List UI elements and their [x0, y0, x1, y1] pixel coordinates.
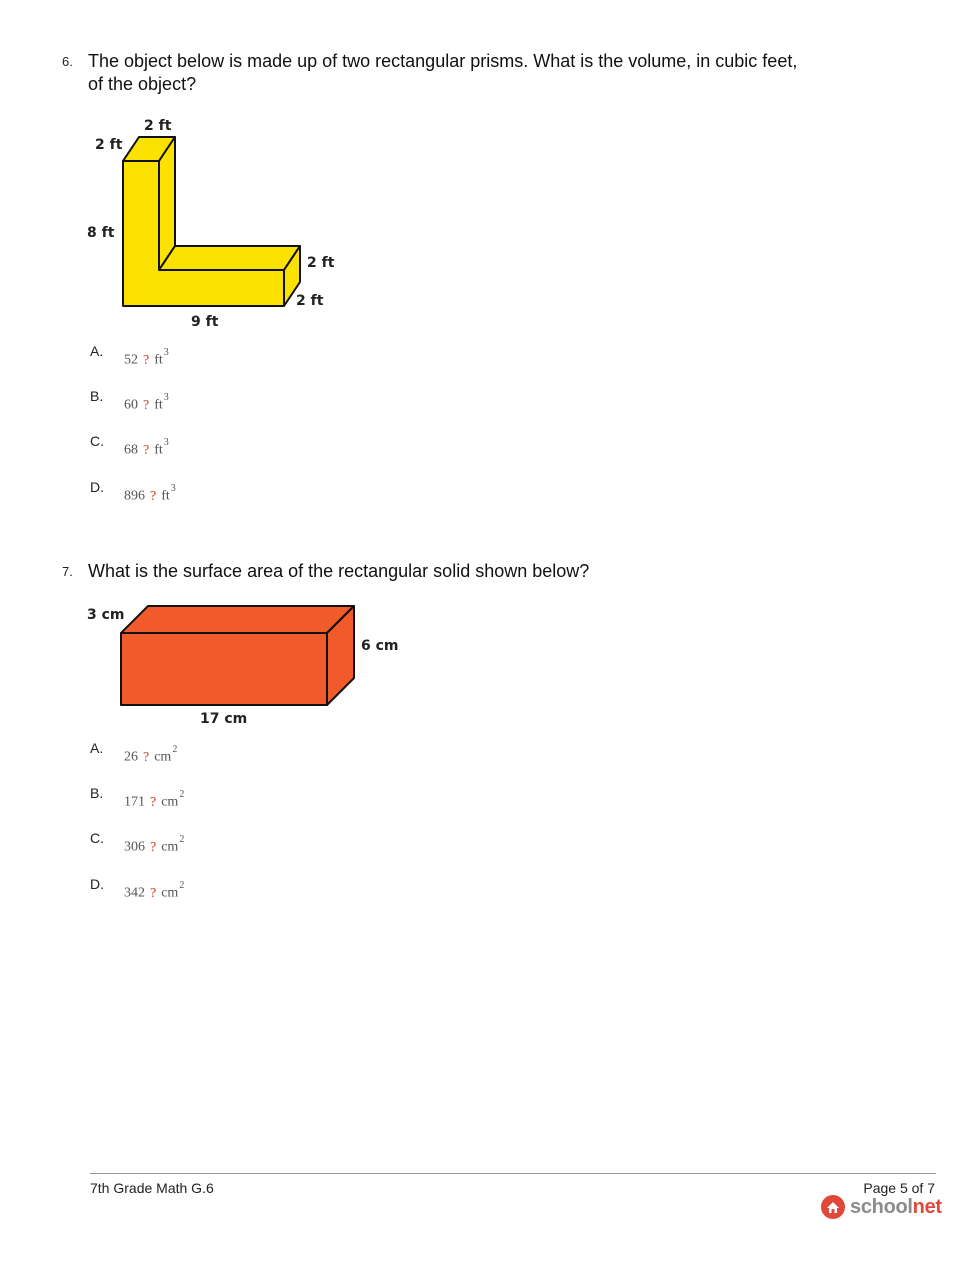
choice-number: 52 [124, 352, 138, 368]
choice-unit: ft [154, 442, 163, 458]
choice-d-value[interactable] [124, 880, 185, 902]
choice-number: 896 [124, 488, 145, 504]
choice-exponent: 2 [172, 744, 178, 755]
choice-c-value[interactable] [124, 834, 185, 856]
choice-missing-glyph: ? [143, 352, 150, 368]
schoolnet-logo [820, 1194, 942, 1220]
label-height: 6 cm [361, 638, 399, 654]
label-length: 17 cm [200, 711, 248, 727]
question-text-line: of the object? [88, 74, 197, 94]
label-right-height: 2 ft [307, 255, 335, 271]
choice-b-letter[interactable]: B. [90, 785, 104, 801]
choice-exponent: 3 [170, 483, 176, 494]
choice-exponent: 2 [179, 834, 185, 845]
solid-faces [121, 606, 354, 705]
choice-a-letter[interactable]: A. [90, 343, 104, 359]
schoolnet-wordmark [850, 1196, 942, 1219]
logo-school-text: school [850, 1195, 913, 1218]
choice-number: 306 [124, 839, 145, 855]
choice-unit: cm [161, 885, 179, 901]
choice-a-letter[interactable]: A. [90, 740, 104, 756]
choice-number: 26 [124, 749, 138, 765]
choice-missing-glyph: ? [143, 749, 150, 765]
question-number: 7. [62, 564, 73, 579]
schoolnet-house-icon [820, 1194, 846, 1220]
solid-top-face [121, 606, 354, 633]
solid-front-face [121, 633, 327, 705]
choice-c-letter[interactable]: C. [90, 830, 104, 846]
choice-exponent: 3 [163, 437, 169, 448]
choice-missing-glyph: ? [143, 442, 150, 458]
l-front-face [123, 161, 284, 306]
choice-number: 60 [124, 397, 138, 413]
choice-missing-glyph: ? [150, 839, 157, 855]
choice-missing-glyph: ? [150, 794, 157, 810]
l-shape-faces [123, 137, 300, 306]
choice-exponent: 3 [163, 347, 169, 358]
footer-divider [90, 1173, 936, 1174]
choice-c-letter[interactable]: C. [90, 433, 104, 449]
choice-exponent: 2 [179, 789, 185, 800]
footer-page-number: Page 5 of 7 [863, 1180, 935, 1196]
choice-exponent: 3 [163, 392, 169, 403]
l-shaped-prism-figure [80, 110, 350, 332]
choice-b-value[interactable] [124, 392, 169, 414]
choice-d-letter[interactable]: D. [90, 479, 104, 495]
choice-d-letter[interactable]: D. [90, 876, 104, 892]
choice-missing-glyph: ? [150, 488, 157, 504]
label-bottom-length: 9 ft [191, 314, 219, 330]
choice-b-letter[interactable]: B. [90, 388, 104, 404]
rectangular-solid-figure [80, 598, 410, 730]
choice-unit: ft [161, 488, 170, 504]
choice-a-value[interactable] [124, 744, 178, 766]
label-right-depth: 2 ft [296, 293, 324, 309]
label-height: 8 ft [87, 225, 115, 241]
choice-c-value[interactable] [124, 437, 169, 459]
choice-d-value[interactable] [124, 483, 176, 505]
l-horizontal-top-face [159, 246, 300, 270]
logo-net-text: net [912, 1195, 942, 1218]
choice-unit: ft [154, 397, 163, 413]
choice-missing-glyph: ? [150, 885, 157, 901]
question-text-line: The object below is made up of two rectangular prisms. What is the volume, in cubic feet, [88, 51, 798, 71]
choice-number: 171 [124, 794, 145, 810]
choice-a-value[interactable] [124, 347, 169, 369]
question-text: What is the surface area of the rectangular solid shown below? [88, 561, 590, 581]
label-top-depth: 2 ft [95, 137, 123, 153]
choice-b-value[interactable] [124, 789, 185, 811]
choice-unit: ft [154, 352, 163, 368]
footer-course-title: 7th Grade Math G.6 [90, 1180, 214, 1196]
choice-number: 68 [124, 442, 138, 458]
choice-exponent: 2 [179, 880, 185, 891]
choice-number: 342 [124, 885, 145, 901]
label-top-width: 2 ft [144, 118, 172, 134]
question-number: 6. [62, 54, 73, 69]
choice-missing-glyph: ? [143, 397, 150, 413]
label-depth: 3 cm [87, 607, 125, 623]
choice-unit: cm [154, 749, 172, 765]
question-text [88, 50, 797, 96]
choice-unit: cm [161, 839, 179, 855]
choice-unit: cm [161, 794, 179, 810]
